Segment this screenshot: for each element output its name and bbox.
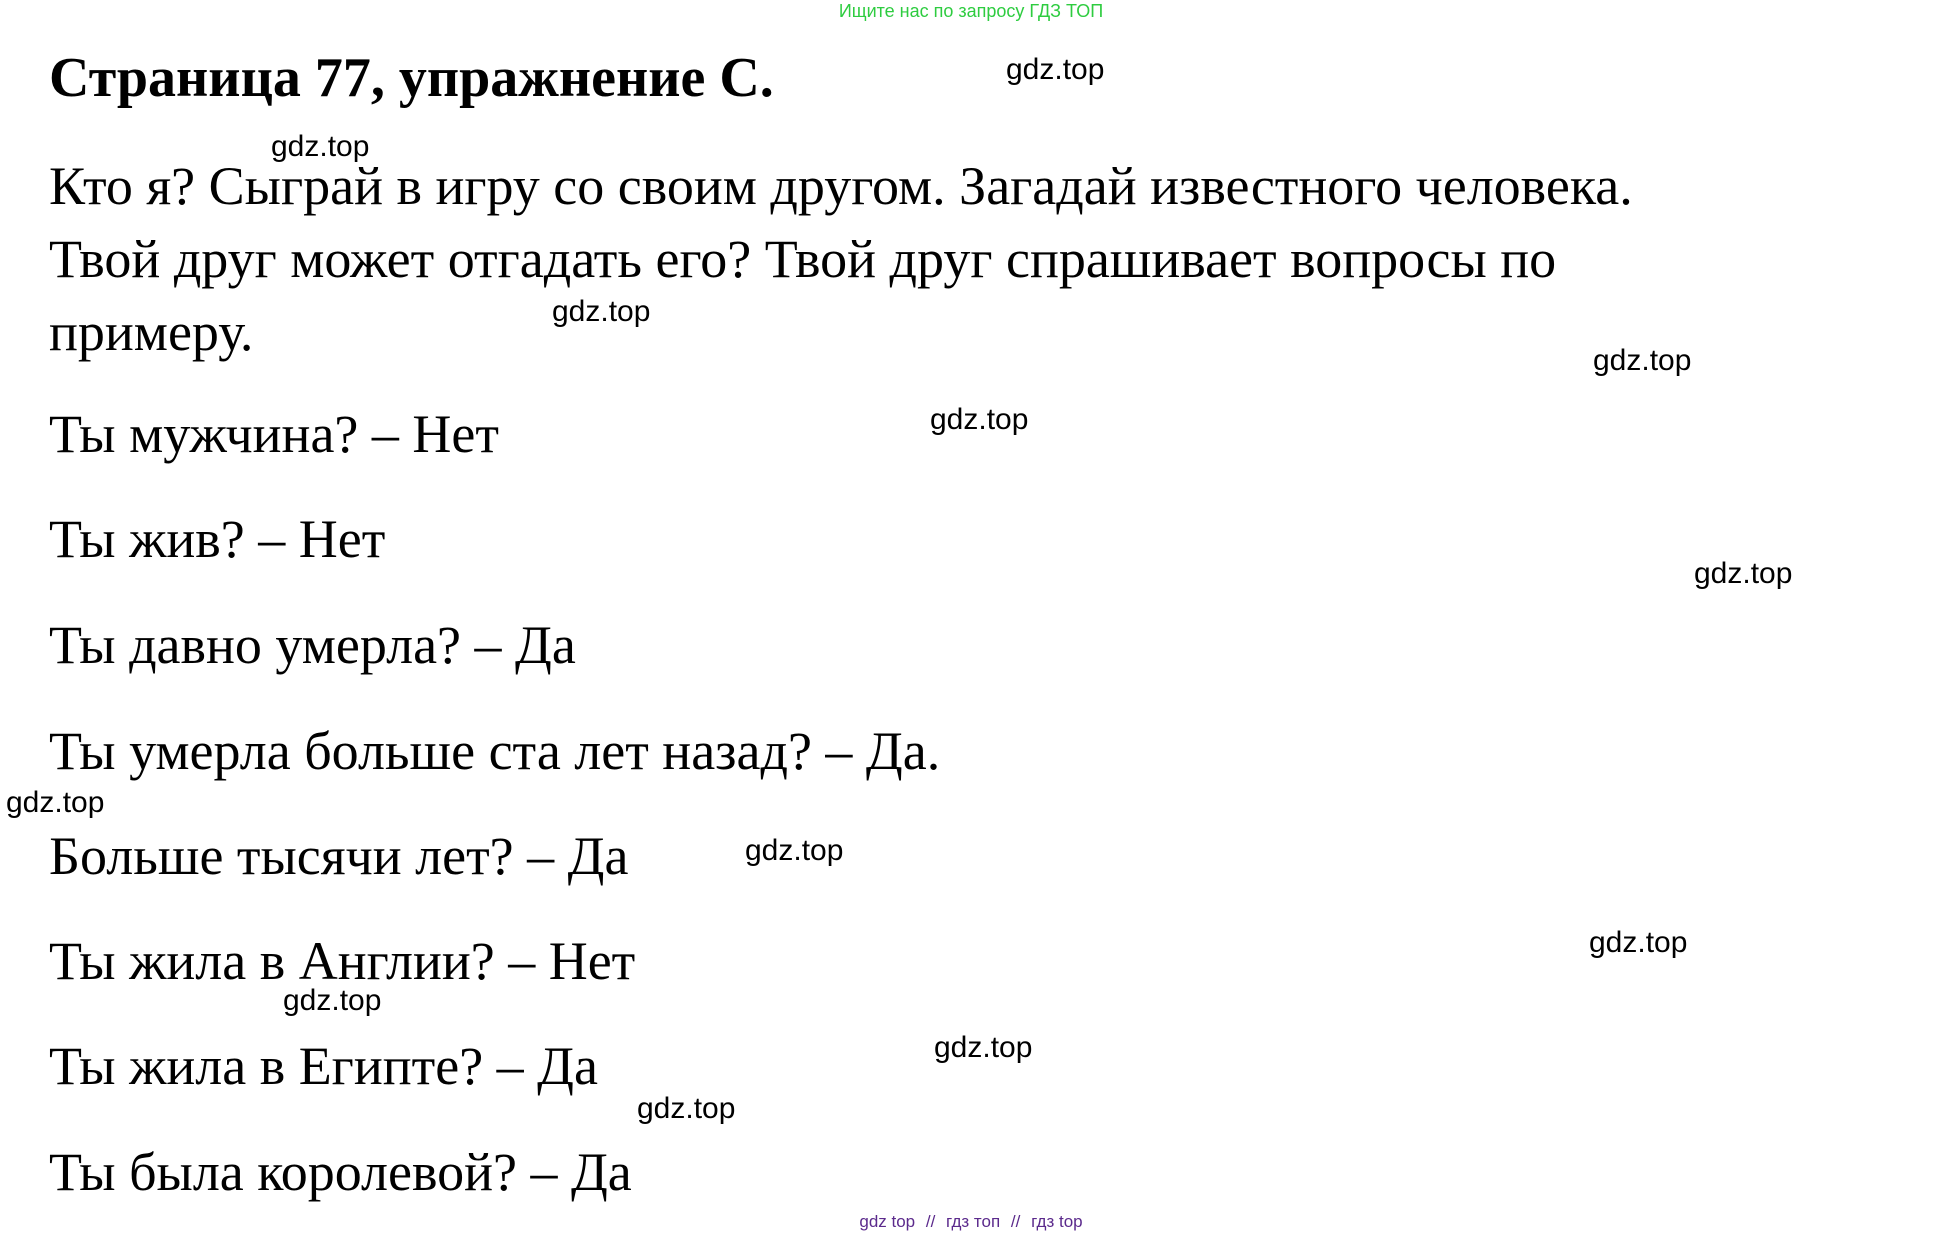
- instruction-line: Кто я? Сыграй в игру со своим другом. Загадай известного человека.: [49, 156, 1633, 216]
- footer-separator: //: [925, 1212, 936, 1231]
- watermark: gdz.top: [934, 1031, 1033, 1064]
- dialogue-line: Ты давно умерла? – Да: [49, 615, 576, 675]
- footer-link[interactable]: гдз top: [1031, 1212, 1083, 1231]
- watermark: gdz.top: [552, 295, 651, 328]
- instruction-line: Твой друг может отгадать его? Твой друг спрашивает вопросы по: [49, 229, 1557, 289]
- watermark: gdz.top: [1593, 344, 1692, 377]
- watermark: gdz.top: [283, 984, 382, 1017]
- watermark: gdz.top: [1589, 926, 1688, 959]
- footer-separator: //: [1010, 1212, 1021, 1231]
- instruction-line: примеру.: [49, 302, 254, 362]
- dialogue-line: Ты мужчина? – Нет: [49, 404, 499, 464]
- footer-link[interactable]: гдз топ: [946, 1212, 1001, 1231]
- watermark: gdz.top: [271, 130, 370, 163]
- watermark: gdz.top: [6, 786, 105, 819]
- search-hint-banner: Ищите нас по запросу ГДЗ ТОП: [838, 1, 1104, 21]
- dialogue-line: Ты жив? – Нет: [49, 509, 386, 569]
- watermark: gdz.top: [930, 403, 1029, 436]
- dialogue-line: Ты жила в Англии? – Нет: [49, 931, 636, 991]
- watermark: gdz.top: [745, 834, 844, 867]
- footer-links: [0, 1212, 1942, 1232]
- page-title: Страница 77, упражнение C.: [49, 47, 774, 109]
- footer-link[interactable]: gdz top: [859, 1212, 916, 1231]
- watermark: gdz.top: [637, 1092, 736, 1125]
- dialogue-line: Ты жила в Египте? – Да: [49, 1036, 598, 1096]
- exercise-instructions: [49, 150, 1889, 369]
- dialogue-line: Больше тысячи лет? – Да: [49, 826, 629, 886]
- watermark: gdz.top: [1006, 53, 1105, 86]
- watermark: gdz.top: [1694, 557, 1793, 590]
- dialogue-line: Ты была королевой? – Да: [49, 1142, 632, 1202]
- dialogue-line: Ты умерла больше ста лет назад? – Да.: [49, 721, 941, 781]
